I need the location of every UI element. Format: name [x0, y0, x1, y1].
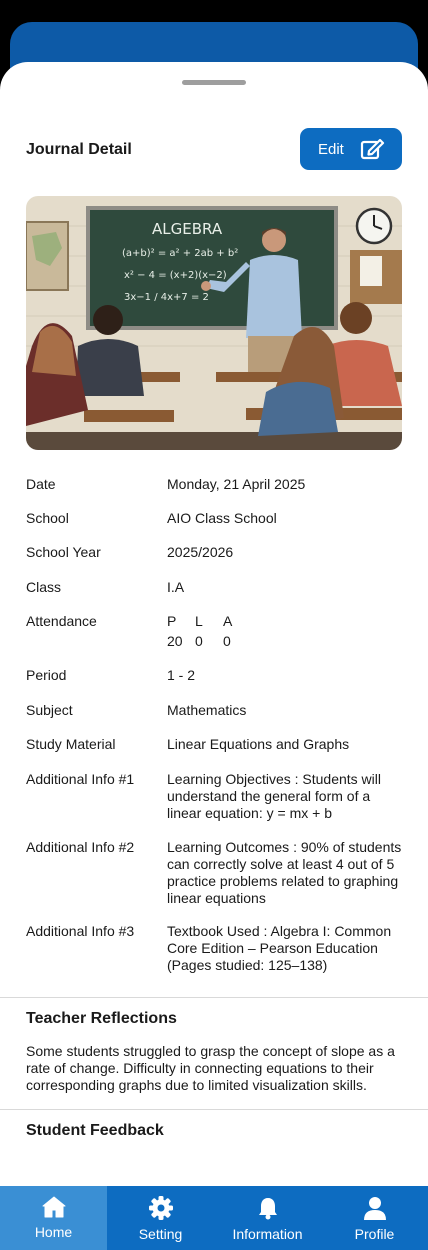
- info-1-label: Additional Info #1: [26, 771, 135, 787]
- school-year-label: School Year: [26, 544, 101, 560]
- attendance-absent-label: A: [223, 613, 233, 629]
- info-2-label: Additional Info #2: [26, 839, 135, 855]
- school-label: School: [26, 510, 69, 526]
- class-label: Class: [26, 579, 62, 595]
- detail-row-class: [26, 579, 404, 596]
- student-feedback-title: Student Feedback: [26, 1122, 164, 1139]
- teacher-reflections-text: Some students struggled to grasp the concept of slope as a rate of change. Difficulty in connecting equations to their corresponding graphs due to limited visualization skills.: [26, 1043, 395, 1093]
- user-icon: [363, 1196, 387, 1220]
- gear-icon: [148, 1196, 174, 1220]
- detail-row-study-material: [26, 736, 404, 753]
- nav-item-information[interactable]: [214, 1186, 321, 1250]
- sheet-drag-handle[interactable]: [182, 80, 246, 85]
- subject-value: Mathematics: [167, 702, 247, 718]
- bottom-navigation: [0, 1186, 428, 1250]
- attendance-late-value: 0: [195, 633, 203, 649]
- date-value: Monday, 21 April 2025: [167, 476, 306, 492]
- school-year-value: 2025/2026: [167, 544, 234, 560]
- detail-row-period: [26, 667, 404, 684]
- info-1-value: Learning Objectives : Students will understand the general form of a linear equation: y = mx + b: [167, 771, 381, 821]
- page-title: Journal Detail: [26, 141, 132, 158]
- svg-text:ALGEBRA: ALGEBRA: [152, 220, 223, 238]
- section-divider: [0, 1109, 428, 1110]
- detail-row-info-3: [26, 923, 404, 974]
- nav-item-setting[interactable]: [107, 1186, 214, 1250]
- period-value: 1 - 2: [167, 667, 196, 683]
- info-3-label: Additional Info #3: [26, 923, 135, 939]
- nav-home-label: Home: [34, 1224, 73, 1240]
- school-value: AIO Class School: [167, 510, 277, 526]
- attendance-table: [167, 613, 404, 650]
- detail-row-info-1: [26, 771, 404, 822]
- attendance-late-label: L: [195, 613, 203, 629]
- info-3-value: Textbook Used : Algebra I: Common Core Edition – Pearson Education (Pages studied: 125–138): [167, 923, 392, 973]
- svg-text:3x−1 / 4x+7 = 2: 3x−1 / 4x+7 = 2: [124, 292, 209, 303]
- attendance-absent-value: 0: [223, 633, 231, 649]
- detail-row-info-2: [26, 839, 404, 907]
- header: [26, 128, 402, 170]
- section-divider: [0, 997, 428, 998]
- attendance-present-label: P: [167, 613, 177, 629]
- edit-icon: [360, 137, 386, 161]
- period-label: Period: [26, 667, 67, 683]
- info-2-value: Learning Outcomes : 90% of students can correctly solve at least 4 out of 5 practice problems related to graphing linear equations: [167, 839, 402, 906]
- class-value: I.A: [167, 579, 185, 595]
- teacher-reflections-title: Teacher Reflections: [26, 1010, 177, 1027]
- date-label: Date: [26, 476, 56, 492]
- bell-icon: [256, 1196, 280, 1220]
- detail-row-date: [26, 476, 404, 493]
- edit-button-label: Edit: [318, 140, 344, 158]
- detail-row-attendance: [26, 613, 404, 650]
- attendance-label: Attendance: [26, 613, 97, 629]
- study-material-label: Study Material: [26, 736, 116, 752]
- detail-row-school: [26, 510, 404, 527]
- attendance-present-value: 20: [167, 633, 183, 649]
- study-material-value: Linear Equations and Graphs: [167, 736, 350, 752]
- edit-button[interactable]: [300, 128, 402, 170]
- svg-text:(a+b)² = a² + 2ab + b²: (a+b)² = a² + 2ab + b²: [122, 248, 239, 259]
- nav-item-profile[interactable]: [321, 1186, 428, 1250]
- nav-information-label: Information: [232, 1226, 303, 1242]
- detail-row-subject: [26, 702, 404, 719]
- svg-text:x² − 4 = (x+2)(x−2): x² − 4 = (x+2)(x−2): [124, 270, 227, 281]
- home-icon: [42, 1196, 66, 1218]
- class-photo: [26, 196, 402, 450]
- nav-setting-label: Setting: [138, 1226, 183, 1242]
- nav-profile-label: Profile: [354, 1226, 395, 1242]
- nav-item-home[interactable]: [0, 1186, 107, 1250]
- journal-detail-sheet: [0, 62, 428, 1250]
- detail-row-school-year: [26, 544, 404, 561]
- subject-label: Subject: [26, 702, 73, 718]
